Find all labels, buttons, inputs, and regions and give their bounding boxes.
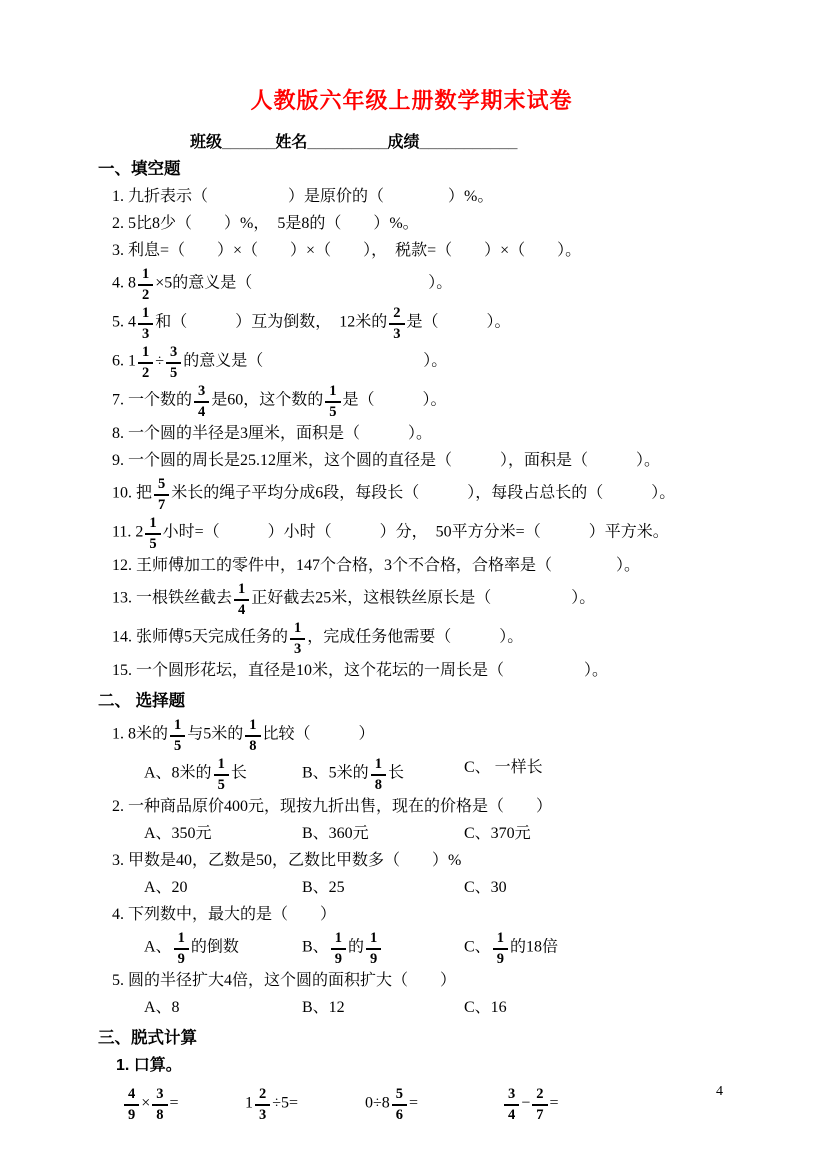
fraction-denominator: 9 bbox=[496, 950, 504, 967]
question-line: 9. 一个圆的周长是25.12厘米，这个圆的直径是（ ），面积是（ ）。 bbox=[112, 452, 661, 469]
fraction bbox=[166, 344, 181, 380]
exam-section bbox=[0, 156, 823, 684]
options-row bbox=[144, 821, 823, 847]
question-line: 1. 8米的 $\frac{1}{5}$ 与5米的 $\frac{1}{8}$ 比较（ ） bbox=[112, 717, 375, 754]
question-line: 3. 甲数是40，乙数是50，乙数比甲数多（ ）% bbox=[112, 852, 462, 869]
option: C、 $\frac{1}{9}$ 的18倍 bbox=[464, 930, 558, 967]
question-line: 10. 把 $\frac{5}{7}$ 米长的绳子平均分成6段，每段长（ ），每段占总长的（ ）。 bbox=[112, 476, 676, 513]
option: B、360元 bbox=[302, 825, 369, 842]
exam-section bbox=[0, 688, 823, 1021]
fraction-numerator: 3 bbox=[194, 383, 209, 403]
question-line: 4. 8 $\frac{1}{2}$ ×5的意义是（ ）。 bbox=[112, 266, 453, 303]
fraction-numerator: 1 bbox=[493, 930, 508, 950]
fraction-numerator: 1 bbox=[245, 717, 260, 737]
fraction bbox=[138, 266, 153, 302]
options-row bbox=[144, 929, 823, 967]
fraction-numerator: 1 bbox=[331, 930, 346, 950]
header-field-blank: _________ bbox=[307, 134, 388, 151]
fraction-numerator: 3 bbox=[152, 1086, 167, 1106]
fraction-numerator: 3 bbox=[166, 344, 181, 364]
fraction-denominator: 5 bbox=[149, 535, 157, 552]
fraction-numerator: 1 bbox=[138, 266, 153, 286]
option: A、20 bbox=[144, 879, 188, 896]
question-line: 14. 张师傅5天完成任务的 $\frac{1}{3}$ ，完成任务他需要（ ）。 bbox=[112, 620, 524, 657]
question-line: 7. 一个数的 $\frac{3}{4}$ 是60，这个数的 $\frac{1}{5}$ 是（ ）。 bbox=[112, 383, 447, 420]
question-line: 8. 一个圆的半径是3厘米，面积是（ ）。 bbox=[112, 425, 433, 442]
fraction-numerator: 1 bbox=[366, 930, 381, 950]
question-line: 12. 王师傅加工的零件中，147个合格，3个不合格，合格率是（ ）。 bbox=[112, 557, 641, 574]
fraction-denominator: 7 bbox=[536, 1106, 544, 1123]
fraction-numerator: 1 bbox=[170, 717, 185, 737]
options-row bbox=[144, 995, 823, 1021]
fraction-denominator: 8 bbox=[249, 737, 257, 754]
fraction bbox=[371, 756, 386, 792]
fraction-numerator: 1 bbox=[290, 620, 305, 640]
question-line: 13. 一根铁丝截去 $\frac{1}{4}$ 正好截去25米，这根铁丝原长是（ ）。 bbox=[112, 581, 596, 618]
fraction-denominator: 8 bbox=[374, 776, 382, 793]
question-line: 15. 一个圆形花坛，直径是10米，这个花坛的一周长是（ ）。 bbox=[112, 662, 609, 679]
fraction bbox=[255, 1086, 270, 1122]
fraction bbox=[532, 1086, 547, 1122]
fraction bbox=[154, 476, 169, 512]
section-heading: 一、填空题 bbox=[98, 160, 181, 178]
fraction-denominator: 9 bbox=[177, 950, 185, 967]
fraction-denominator: 9 bbox=[334, 950, 342, 967]
header-field-label: 姓名 bbox=[275, 134, 308, 151]
fraction bbox=[234, 581, 249, 617]
fraction-numerator: 3 bbox=[504, 1086, 519, 1106]
fraction-denominator: 9 bbox=[128, 1106, 136, 1123]
fraction-denominator: 7 bbox=[158, 496, 166, 513]
fraction bbox=[493, 930, 508, 966]
fraction-numerator: 5 bbox=[154, 476, 169, 496]
option: C、30 bbox=[464, 879, 507, 896]
option: A、8米的 $\frac{1}{5}$ 长 bbox=[144, 756, 247, 793]
header-field-blank: ___________ bbox=[419, 134, 518, 151]
fraction-denominator: 8 bbox=[156, 1106, 164, 1123]
exam-content bbox=[0, 156, 823, 1123]
option: B、 $\frac{1}{9}$ 的 $\frac{1}{9}$ bbox=[302, 929, 464, 967]
fraction bbox=[138, 305, 153, 341]
question-line: 5. 4 $\frac{1}{3}$ 和（ ）互为倒数， 12米的 $\frac{2}{3}$ 是（ ）。 bbox=[112, 305, 511, 342]
header-field-blank: ______ bbox=[222, 134, 276, 151]
fraction-numerator: 1 bbox=[325, 383, 340, 403]
header-field-label: 班级 bbox=[190, 134, 223, 151]
fraction bbox=[194, 383, 209, 419]
fraction-denominator: 5 bbox=[174, 737, 182, 754]
fraction bbox=[174, 930, 189, 966]
question-line: 6. 1 $\frac{1}{2}$ ÷ $\frac{3}{5}$ 的意义是（ ）。 bbox=[112, 344, 448, 381]
fraction-denominator: 4 bbox=[238, 601, 246, 618]
fraction-numerator: 2 bbox=[255, 1086, 270, 1106]
fraction-numerator: 5 bbox=[392, 1086, 407, 1106]
fraction-numerator: 1 bbox=[214, 756, 229, 776]
option: B、12 bbox=[302, 999, 345, 1016]
question-line: 3. 利息=（ ）×（ ）×（ ）， 税款=（ ）×（ ）。 bbox=[112, 242, 582, 259]
fraction-denominator: 9 bbox=[369, 950, 378, 967]
fraction bbox=[170, 717, 185, 753]
options-row bbox=[144, 875, 823, 901]
expression: $\frac{4}{9}$ × $\frac{3}{8}$ = bbox=[122, 1085, 245, 1123]
fraction bbox=[214, 756, 229, 792]
fraction-denominator: 2 bbox=[142, 364, 150, 381]
option: B、5米的 $\frac{1}{8}$ 长 bbox=[302, 756, 404, 793]
fraction bbox=[366, 930, 381, 966]
fraction-denominator: 5 bbox=[217, 776, 225, 793]
page-title: 人教版六年级上册数学期末试卷 bbox=[250, 88, 573, 113]
fraction-denominator: 5 bbox=[329, 403, 337, 420]
sub-heading: 1. 口算。 bbox=[116, 1057, 182, 1074]
option: C、370元 bbox=[464, 825, 531, 842]
header-field-label: 成绩 bbox=[387, 134, 420, 151]
question-line: 2. 一种商品原价400元，现按九折出售，现在的价格是（ ） bbox=[112, 798, 553, 815]
expression: 0÷8 $\frac{5}{6}$ = bbox=[365, 1086, 419, 1123]
question-line: 1. 九折表示（ ）是原价的（ ）%。 bbox=[112, 188, 494, 205]
fraction bbox=[325, 383, 340, 419]
fraction-numerator: 1 bbox=[371, 756, 386, 776]
fraction bbox=[124, 1086, 139, 1122]
fraction-numerator: 1 bbox=[174, 930, 189, 950]
fraction-numerator: 2 bbox=[389, 305, 404, 325]
fraction bbox=[504, 1086, 519, 1122]
fraction-denominator: 3 bbox=[393, 325, 401, 342]
fraction-numerator: 4 bbox=[124, 1086, 139, 1106]
section-heading: 二、 选择题 bbox=[98, 692, 186, 710]
fraction bbox=[145, 515, 160, 551]
option: A、350元 bbox=[144, 825, 212, 842]
option: A、8 bbox=[144, 999, 180, 1016]
fraction-denominator: 3 bbox=[259, 1106, 267, 1123]
section-heading: 三、脱式计算 bbox=[98, 1029, 197, 1047]
option: C、 一样长 bbox=[464, 759, 543, 776]
fraction bbox=[245, 717, 260, 753]
fraction bbox=[290, 620, 305, 656]
expression: 1 $\frac{2}{3}$ ÷5= bbox=[245, 1086, 299, 1123]
fraction-denominator: 3 bbox=[142, 325, 150, 342]
option: C、16 bbox=[464, 999, 507, 1016]
page-number: 4 bbox=[716, 1084, 723, 1099]
question-line: 4. 下列数中，最大的是（ ） bbox=[112, 906, 337, 923]
student-info-line bbox=[190, 129, 823, 152]
fraction bbox=[389, 305, 404, 341]
fraction-denominator: 4 bbox=[508, 1106, 516, 1123]
fraction-denominator: 4 bbox=[198, 403, 206, 420]
fraction-numerator: 1 bbox=[138, 344, 153, 364]
fraction-numerator: 1 bbox=[138, 305, 153, 325]
fraction-numerator: 2 bbox=[532, 1086, 547, 1106]
question-line: 5. 圆的半径扩大4倍，这个圆的面积扩大（ ） bbox=[112, 972, 457, 989]
option: A、 $\frac{1}{9}$ 的倒数 bbox=[144, 930, 239, 967]
options-row bbox=[144, 755, 823, 793]
option: B、25 bbox=[302, 879, 345, 896]
fraction-denominator: 6 bbox=[395, 1106, 404, 1123]
fraction-denominator: 5 bbox=[170, 364, 178, 381]
question-line: 2. 5比8少（ ）%， 5是8的（ ）%。 bbox=[112, 215, 419, 232]
fraction bbox=[138, 344, 153, 380]
expression: $\frac{3}{4}$ − $\frac{2}{7}$ = bbox=[502, 1085, 559, 1123]
fraction-numerator: 1 bbox=[145, 515, 160, 535]
fraction-numerator: 1 bbox=[234, 581, 249, 601]
exam-section bbox=[0, 1025, 823, 1123]
fraction bbox=[331, 930, 346, 966]
fraction bbox=[392, 1086, 407, 1122]
fraction-denominator: 2 bbox=[142, 286, 150, 303]
question-line: 11. 2 $\frac{1}{5}$ 小时=（ ）小时（ ）分， 50平方分米=（ ）平方米。 bbox=[112, 515, 669, 552]
fraction bbox=[152, 1086, 167, 1122]
fraction-denominator: 3 bbox=[294, 640, 302, 657]
